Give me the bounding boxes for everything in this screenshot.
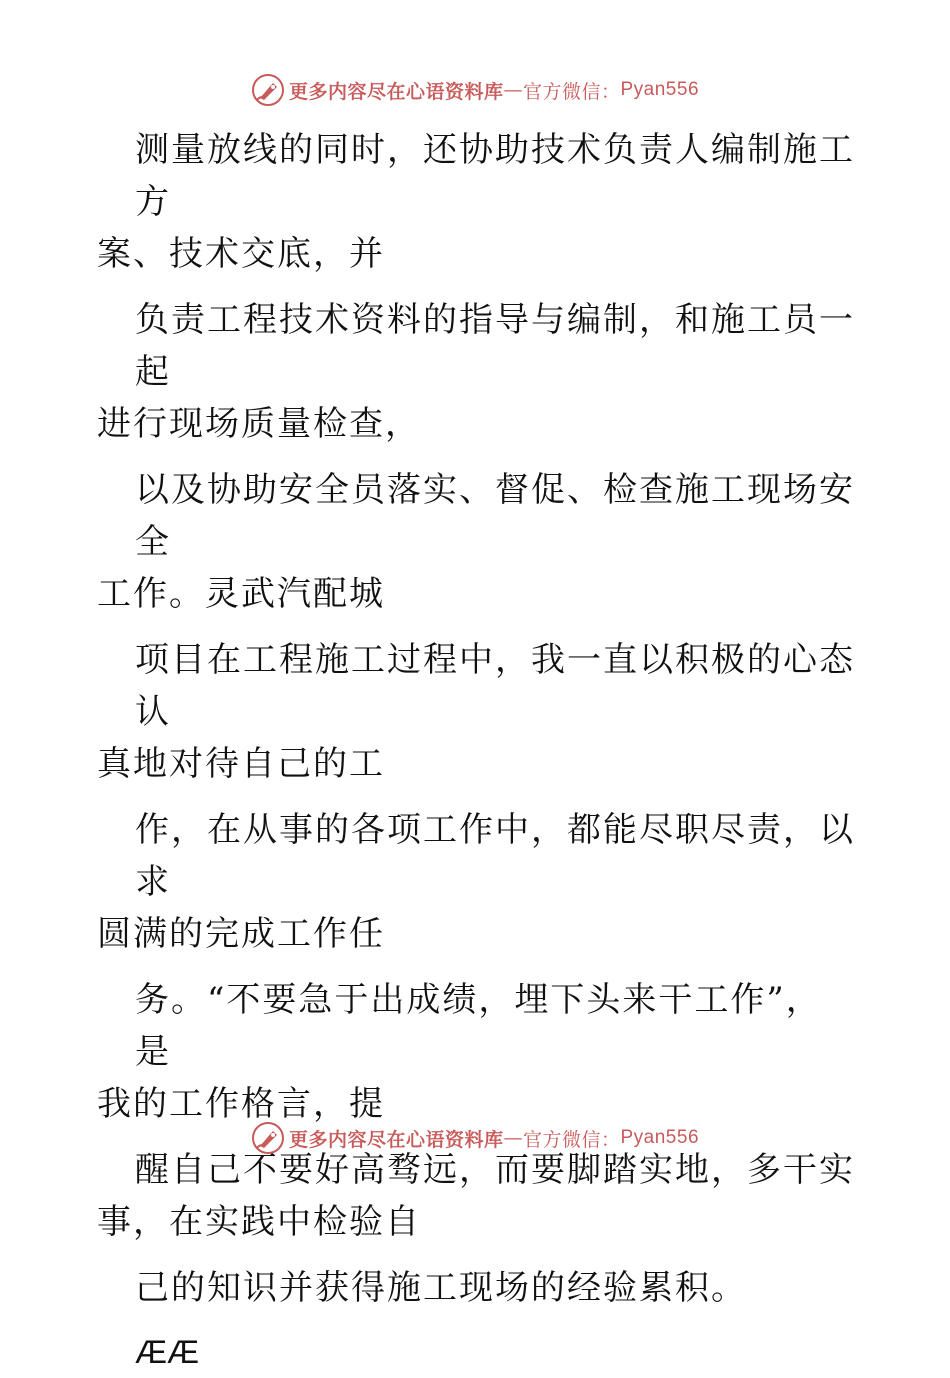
paragraph-line: 以及协助安全员落实、督促、检查施工现场安全: [135, 470, 855, 562]
trailing-characters: ÆÆ: [135, 1334, 199, 1370]
paragraph-line: 醒自己不要好高骛远，而要脚踏实地，多干实: [135, 1150, 855, 1190]
banner-wechat-label: 官方微信：: [522, 80, 621, 103]
banner-wechat-label: 官方微信：: [522, 1128, 621, 1151]
paragraph-line: 我的工作格言，提: [97, 1084, 385, 1124]
paragraph-line: 负责工程技术资料的指导与编制，和施工员一起: [135, 300, 855, 392]
paragraph-line: 工作。灵武汽配城: [97, 574, 385, 614]
banner-wechat-id: Pyan556: [620, 79, 700, 100]
paragraph-line: 圆满的完成工作任: [97, 914, 385, 954]
paragraph-line: 作，在从事的各项工作中，都能尽职尽责，以求: [135, 810, 855, 902]
paragraph: [97, 1262, 857, 1314]
pen-nib-logo-icon: [251, 73, 285, 107]
document-body: [97, 124, 857, 1378]
pen-nib-logo-icon: [251, 1121, 285, 1155]
paragraph: [97, 294, 857, 450]
paragraph: [97, 1144, 857, 1248]
banner-wechat-id: Pyan556: [620, 1127, 700, 1148]
banner-title: 更多内容尽在心语资料库: [288, 80, 504, 103]
footer-banner: [0, 1118, 950, 1158]
paragraph-line: 事，在实践中检验自: [97, 1202, 421, 1242]
paragraph: [97, 124, 857, 280]
banner-separator: —: [503, 79, 523, 101]
paragraph-line: 真地对待自己的工: [97, 744, 385, 784]
banner-title: 更多内容尽在心语资料库: [288, 1128, 504, 1151]
paragraph-line: 项目在工程施工过程中，我一直以积极的心态认: [135, 640, 855, 732]
paragraph: [97, 974, 857, 1130]
paragraph-line: 务。“不要急于出成绩，埋下头来干工作”，是: [135, 980, 822, 1072]
banner-separator: —: [503, 1127, 523, 1149]
paragraph: [97, 804, 857, 960]
paragraph-line: 案、技术交底，并: [97, 234, 385, 274]
header-banner: [0, 70, 950, 110]
paragraph: [97, 634, 857, 790]
paragraph-line: 测量放线的同时，还协助技术负责人编制施工方: [135, 130, 855, 222]
paragraph-line: 进行现场质量检查，: [97, 404, 421, 444]
paragraph: [97, 464, 857, 620]
paragraph-line: 己的知识并获得施工现场的经验累积。: [135, 1268, 747, 1308]
